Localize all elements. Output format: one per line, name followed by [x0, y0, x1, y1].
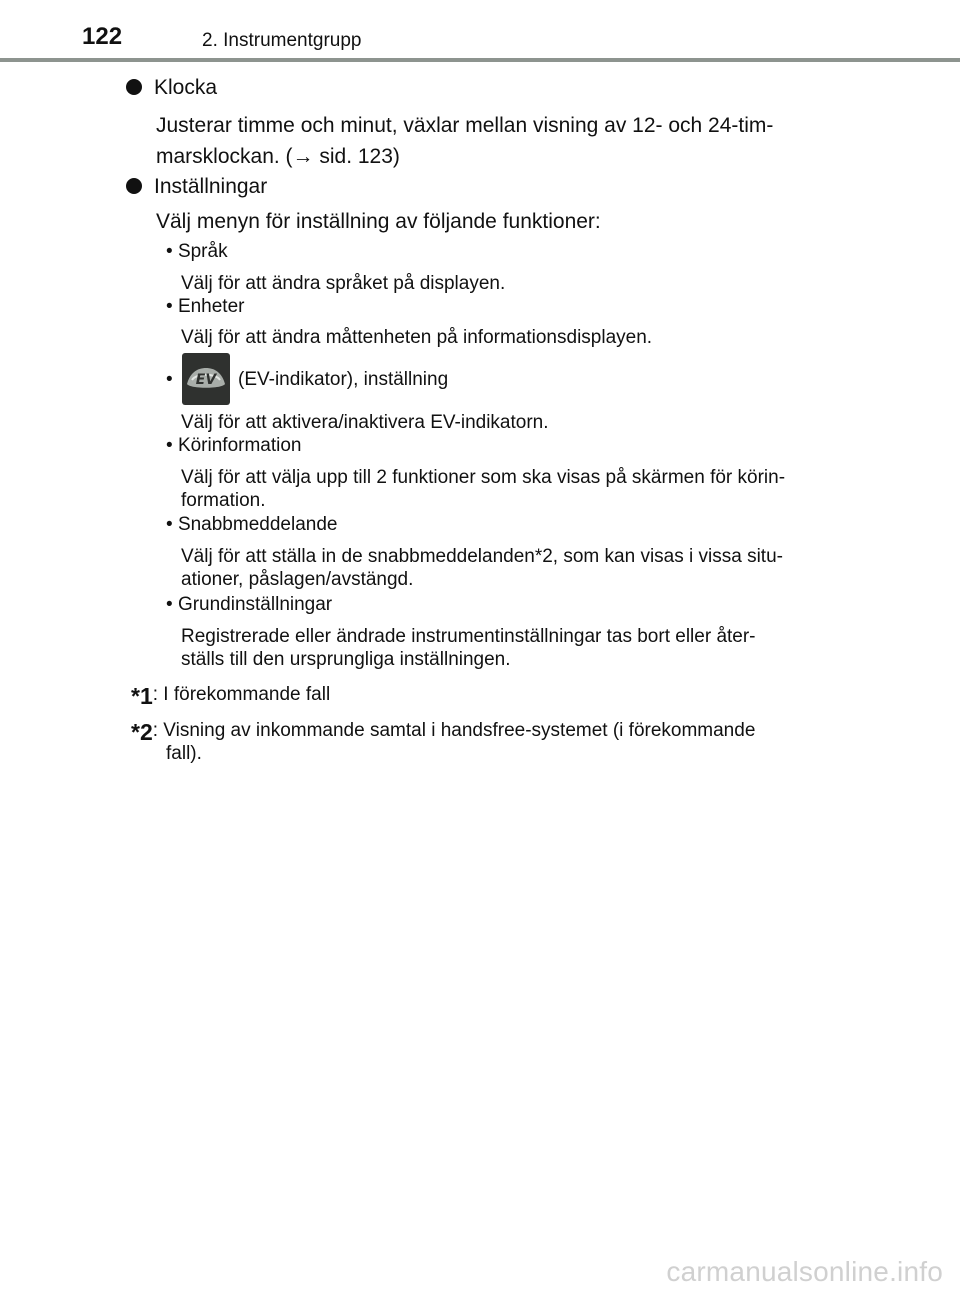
list-item-desc: Välj för att aktivera/inaktivera EV-indikatorn.: [181, 412, 549, 433]
bullet-dot-icon: [126, 79, 142, 95]
page-number: 122: [82, 23, 123, 50]
list-item-desc-line-1: Välj för att välja upp till 2 funktioner som ska visas på skärmen för körin-: [181, 467, 786, 488]
bullet-mark: •: [166, 369, 173, 390]
list-item-desc-line-1: Registrerade eller ändrade instrumentinställningar tas bort eller åter-: [181, 626, 756, 647]
list-item-desc: Välj för att ändra måttenheten på informationsdisplayen.: [181, 327, 653, 348]
footnote-text: : I förekommande fall: [152, 684, 331, 705]
list-item-label: Enheter: [177, 296, 245, 317]
watermark: carmanualsonline.info: [666, 1256, 943, 1287]
list-item-desc: Välj för att ändra språket på displayen.: [181, 273, 506, 294]
list-item-desc-line-1: Välj för att ställa in de snabbmeddelanden*2, som kan visas i vissa situ-: [181, 546, 783, 567]
list-item-enheter: • Enheter: [166, 296, 245, 317]
klocka-body-line-2: marsklockan. (→ sid. 123): [156, 145, 400, 168]
section-title-text: Klocka: [154, 76, 218, 99]
list-item-label: Språk: [177, 241, 228, 262]
list-item-desc-line-2: ställs till den ursprungliga inställningen.: [181, 649, 511, 670]
installningar-intro: Välj menyn för inställning av följande funktioner:: [156, 210, 601, 233]
list-item-label: Grundinställningar: [177, 594, 333, 615]
list-item-snabbmeddelande: • Snabbmeddelande: [166, 514, 338, 535]
klocka-body-line-1: Justerar timme och minut, växlar mellan visning av 12- och 24-tim-: [156, 114, 774, 137]
list-item-label: Körinformation: [177, 435, 302, 456]
footnote-mark: *1: [131, 683, 153, 709]
list-item-korinformation: • Körinformation: [166, 435, 302, 456]
list-item-sprak: • Språk: [166, 241, 228, 262]
ev-indicator-icon: [182, 353, 230, 405]
bullet-dot-icon: [126, 178, 142, 194]
list-item-grundinstallningar: • Grundinställningar: [166, 594, 333, 615]
list-item-desc-line-2: formation.: [181, 490, 266, 511]
section-title-installningar: [126, 174, 267, 200]
ev-icon-text: EV: [195, 372, 217, 388]
footnote-text-line-1: : Visning av inkommande samtal i handsfree-systemet (i förekommande: [152, 720, 756, 741]
footnote-2: [131, 715, 840, 744]
section-title-text: Inställningar: [154, 175, 268, 198]
section-title-klocka: [126, 75, 217, 101]
list-item-label: Snabbmeddelande: [177, 514, 338, 535]
list-item-desc-line-2: ationer, påslagen/avstängd.: [181, 569, 414, 590]
list-item-label: (EV-indikator), inställning: [238, 369, 449, 390]
footnote-text-line-2: fall).: [166, 743, 202, 764]
footnote-mark: *2: [131, 719, 153, 745]
chapter-title: 2. Instrumentgrupp: [202, 30, 362, 51]
footnote-1: [131, 679, 840, 708]
